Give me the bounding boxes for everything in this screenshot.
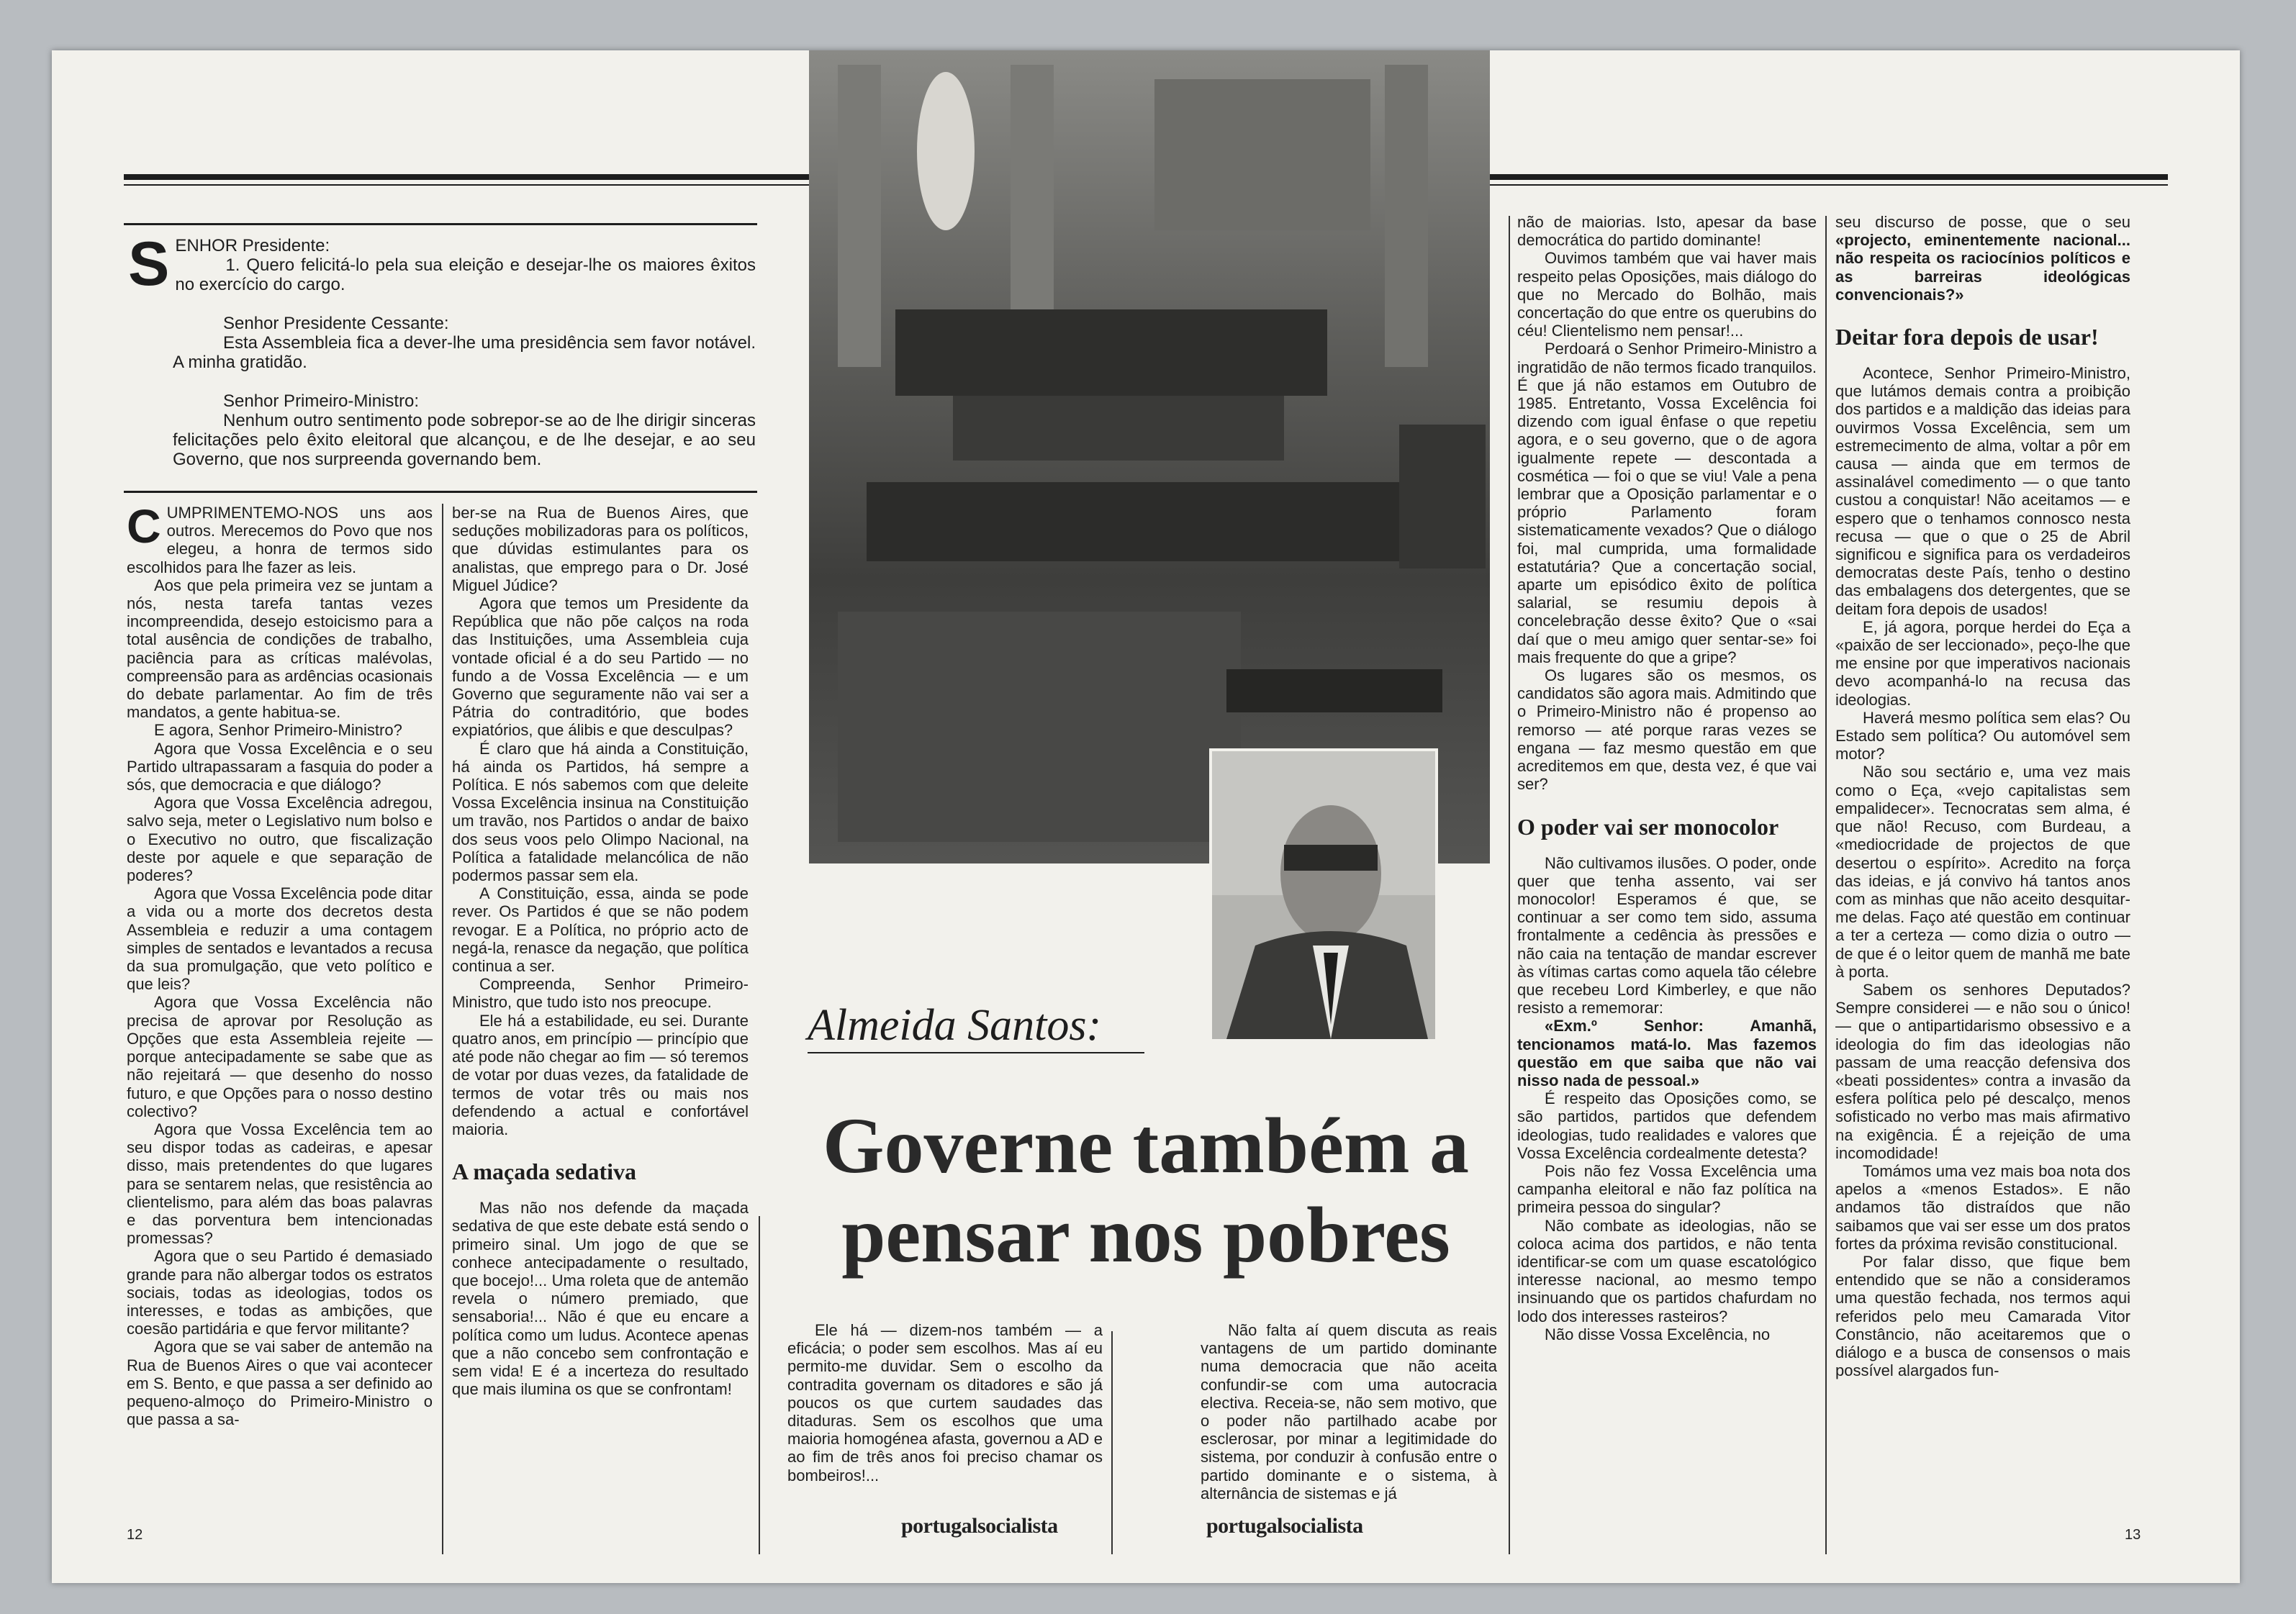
paragraph: Não disse Vossa Excelência, no [1545,1325,1771,1343]
center-column-4 [1201,1321,1497,1502]
column-rule-3 [1111,1331,1113,1554]
right-column-6 [1835,213,2130,1379]
headline-line-1: Governe também a [822,1102,1470,1189]
right-page-number: 13 [2125,1527,2141,1543]
greeting-block [128,230,756,469]
column-rule-5 [1825,216,1827,1554]
top-thin-rule-left [124,184,872,186]
paragraph: Não combate as ideologias, não se coloca acima dos partidos, e não tenta identificar-se com um quase escatológico interesse nacional, ao mesmo tempo insinuando que os partidos chafurdam no lodo dos interesses rasteiros? [1517,1216,1817,1325]
paragraph: Compreenda, Senhor Primeiro-Ministro, que tudo isto nos preocupe. [452,975,749,1012]
paragraph: E agora, Senhor Primeiro-Ministro? [154,721,402,740]
paragraph: Agora que o seu Partido é demasiado grande para não albergar todos os estratos sociais, todas as ideologias, todos os interesses, e todas as ambições, que coesão partidária e que fervor militante? [127,1247,433,1338]
paragraph: UMPRIMENTEMO-NOS uns aos outros. Merecemos do Povo que nos elegeu, a honra de termos sido escolhidos para lhe fazer as leis. [127,504,433,576]
greeting-line: Senhor Primeiro-Ministro: [223,391,420,411]
paragraph: Mas não nos defende da maçada sedativa de que este debate está sendo o primeiro sinal. Um jogo de que se conhece antecipadamente o resultado, que bocejo!... Uma roleta que de antemão revela o número premiado, que sensaboria!... Não é que eu encare a política como um ludus. Acontece apenas que a não concebo sem confrontação e sem vida! E é a incerteza do resultado que mais ilumina os que se confrontam! [452,1199,749,1399]
paragraph: A Constituição, essa, ainda se pode rever. Os Partidos é que se não podem revogar. E a Política, no próprio acto de negá-la, renasce da negação, que política continua a ser. [452,884,749,976]
paragraph: Agora que Vossa Excelência e o seu Partido ultrapassaram a fasquia do poder a sós, que democracia e que diálogo? [127,739,433,794]
greeting-gap [173,294,756,314]
paragraph: Ele há — dizem-nos também — a eficácia; o poder sem escolhos. Mas aí eu permito-me duvidar. Sem o escolho da contradita governam os ditadores e são já poucos os que curtem saudades das ditaduras. Sem os escolhos que uma maioria homogénea afasta, governou a AD e ao fim de três anos foi preciso chamar os bombeiros!... [787,1321,1103,1484]
top-thin-rule-right [1483,184,2168,186]
drop-cap: C [127,499,161,553]
paragraph: E, já agora, porque herdei do Eça a «paixão de ser leccionado», peço-lhe que me ensine por que imperativos nacionais devo acompanhá-lo na recusa das ideologias. [1835,617,2130,709]
left-column-2 [452,504,749,1398]
paragraph: Perdoará o Senhor Primeiro-Ministro a ingratidão de não termos ficado tranquilos. É que já não estamos em Outubro de 1985. Entretanto, Vossa Excelência foi dizendo com igual ênfase o que repetiu agora, e o seu governo, que o de agora igualmente repete — descontada a cosmética — foi o que se viu! Vale a pena lembrar que a Oposição parlamentar e o próprio Parlamento foram sistematicamente vexados? Que o diálogo foi, mal cumprida, uma formalidade estatutária? Que a concertação social, aparte um episódico êxito de política salarial, se resumiu depois à concelebração desse êxito? Que o «sai daí que o meu amigo quer sentar-se» foi mais frequente do que a gripe? [1517,340,1817,666]
paragraph: Ele há a estabilidade, eu sei. Durante quatro anos, em princípio — princípio que até pode não chegar ao fim — só teremos de votar por duas vezes, da fatalidade de termos de votar três ou mais nos defendendo a actual e confortável maioria. [452,1011,749,1138]
paragraph: Acontece, Senhor Primeiro-Ministro, que lutámos demais contra a proibição dos partidos e a maldição das ideias para ouvirmos Vossa Excelência, sem um estremecimento de alma, voltar a pôr em causa — ainda que em termos de assinalável comedimento — o que tanto custou a conquistar! Não aceitamos — e espero que o tenhamos connosco nesta recusa — que o que o 25 de Abril significou e significa para os verdadeiros democratas deste País, tenho o destino das embalagens dos detergentes, que se deitam fora depois de usados! [1835,364,2130,618]
subheading-poder-monocolor: O poder vai ser monocolor [1517,813,1779,840]
paragraph: Agora que Vossa Excelência não precisa de aprovar por Resolução as Opções que esta Assembleia rejeite — porque antecipadamente se sabe que as não rejeitará — que desenho do nosso futuro, e que Opções para o nosso destino colectivo? [127,993,433,1120]
headline-kicker: Almeida Santos: [808,1001,1102,1050]
paragraph: É claro que há ainda a Constituição, há ainda os Partidos, há sempre a Política. E nós sabemos com que deleite Vossa Excelência insinua na Constituição um travão, nos Partidos o andar de baixo dos seus voos pelo Olimpo Nacional, na Política a fatalidade melancólica de não podermos passar sem ela. [452,739,749,885]
kicker-underline [808,1052,1144,1053]
paragraph: É respeito das Oposições como, se são partidos, partidos que defendem ideologias, tudo realidades e valores que Vossa Excelência cordealmente detesta? [1517,1089,1817,1162]
greeting-lines [173,236,756,469]
newspaper-spread [52,50,2240,1583]
top-rule-left [124,174,872,180]
top-rule-right [1483,174,2168,180]
quoted-letter: «Exm.º Senhor: Amanhã, tencionamos matá-lo. Mas fazemos questão em que saiba que não vai nisso nada de pessoal.» [1517,1017,1817,1089]
left-masthead: portugalsocialista [901,1514,1058,1538]
paragraph: Por falar disso, que fique bem entendido que se não a consideramos uma questão fechada, nos termos aqui referidos pelo meu Camarada Vitor Constâncio, não aceitaremos que o diálogo e a busca de consensos o mais possível alargados fun- [1835,1252,2130,1380]
subheading-deitar-fora: Deitar fora depois de usar! [1835,324,2099,350]
greeting-line: ENHOR Presidente: [175,236,330,255]
paragraph: Tomámos uma vez mais boa nota dos apelos a «menos Estados». E não andamos tão distraídos que não saibamos que vai ser esse um dos pratos fortes da próxima revisão constitucional. [1835,1161,2130,1253]
greeting-line: Nenhum outro sentimento pode sobrepor-se ao de lhe dirigir sinceras felicitações pelo êxito eleitoral que alcançou, e de lhe desejar, e ao seu Governo, que nos surpreenda governando bem. [173,411,756,469]
paragraph: Agora que Vossa Excelência tem ao seu dispor todas as cadeiras, e apesar disso, mais pretendentes do que lugares para se sentarem nelas, que resistência ao clientelismo, para além das boas palavras e das porventura bem intencionadas promessas? [127,1120,433,1248]
paragraph: Agora que se vai saber de antemão na Rua de Buenos Aires o que vai acontecer em S. Bento, e que passa a ser definido ao pequeno-almoço do Primeiro-Ministro o que passa a sa- [127,1338,433,1429]
column-rule-1 [442,504,443,1554]
left-column-1 [127,499,433,1429]
intro-paragraph [1835,213,2130,304]
greeting-line: Esta Assembleia fica a dever-lhe uma presidência sem favor notável. A minha gratidão. [173,333,756,372]
almeida-santos-portrait-photo [1209,748,1438,1042]
left-page-number: 12 [127,1527,143,1543]
greeting-line: Senhor Presidente Cessante: [223,314,449,333]
greeting-bottom-rule [124,491,757,493]
paragraph: Não sou sectário e, uma vez mais como o Eça, «vejo capitalistas sem empalidecer». Tecnocratas sem alma, é que não! Recuso, com Burdeau, a «mediocridade de projectos de que desertou o espírito». Acredito na força das ideias, e já convivo há tantos anos com as minhas que não aceito desquitar-me delas. Faço até questão em continuar a ter a certeza — como dizia o outro — de que é o leitor quem de manhã me bate à porta. [1835,763,2130,981]
paragraph: Não falta aí quem discuta as reais vantagens de um partido dominante numa democracia que não aceita confundir-se com uma autocracia electiva. Receia-se, não sem motivo, que o poder não partilhado acabe por esclerosar, por minar a legitimidade do sistema, por conduzir à confusão entre o partido dominante e o sistema, à alternância de sistemas e já [1201,1321,1497,1502]
paragraph: ber-se na Rua de Buenos Aires, que seduções mobilizadoras para os políticos, que dúvidas estimulantes para os analistas, que emprego para o Dr. José Miguel Júdice? [452,504,749,594]
intro-plain: seu discurso de posse, que o seu [1835,213,2130,231]
paragraph: Haverá mesmo política sem elas? Ou Estado sem política? Ou automóvel sem motor? [1835,708,2130,763]
paragraph: não de maiorias. Isto, apesar da base democrática do partido dominante! [1517,213,1817,250]
right-masthead: portugalsocialista [1206,1514,1363,1538]
paragraph: Agora que Vossa Excelência pode ditar a vida ou a morte dos decretos desta Assembleia e reduzir a uma contagem simples de sentados e levantados a recusa da sua promulgação, que veto político e que leis? [127,884,433,994]
parliament-chamber-photo [809,50,1490,863]
intro-bold: «projecto, eminentemente nacional... não respeita os raciocínios políticos e as barreiras ideológicas convencionais?» [1835,231,2130,304]
column-rule-4 [1509,216,1510,1554]
column-rule-2 [759,1216,760,1554]
headline-line-2: pensar nos pobres [841,1191,1450,1279]
greeting-drop-cap: S [128,230,170,299]
paragraph: Aos que pela primeira vez se juntam a nós, nesta tarefa tantas vezes incompreendida, desejo estoicismo para a total ausência de condições de trabalho, paciência para as críticas malévolas, compreensão para as ardências ocasionais do debate parlamentar. Ao fim de três mandatos, a gente habitua-se. [127,576,433,722]
greeting-line: 1. Quero felicitá-lo pela sua eleição e desejar-lhe os maiores êxitos no exercício do cargo. [175,255,756,294]
paragraph: Sabem os senhores Deputados? Sempre considerei — e não sou o único! — que o antipartidarismo obsessivo e a ideologia do fim das ideologias não passam de uma reacção defensiva dos «beati possidentes» contra a invasão da esfera política pelo pé descalço, menos sofisticado no verbo mas mais afirmativo na exigência. É a rejeição de uma incomodidade! [1835,980,2130,1162]
right-column-5 [1517,213,1817,1343]
center-column-3 [787,1321,1103,1484]
greeting-top-rule [124,223,757,225]
paragraph: Não cultivamos ilusões. O poder, onde quer que tenha assento, vai ser monocolor! Esperamos é que, se continuar a ser como tem sido, assuma frontalmente a cedência às pressões e não caia na tentação de mandar escrever às vítimas cartas como aquela tão célebre que recebeu Lord Kimberley, e que não resisto a rememorar: [1517,853,1817,1017]
paragraph: Ouvimos também que vai haver mais respeito pelas Oposições, mais diálogo do que no Mercado do Bolhão, mais concertação do que entre os querubins do céu! Clientelismo nem pensar!... [1517,249,1817,340]
paragraph: Os lugares são os mesmos, os candidatos são agora mais. Admitindo que o Primeiro-Ministro não é propenso ao remorso — até porque raras vezes se engana — faz mesmo questão em que acreditemos em que, desta vez, é que vai ser? [1517,666,1817,794]
paragraph: Agora que Vossa Excelência adregou, salvo seja, meter o Legislativo num bolso e o Executivo no outro, que fiscalização deste por aquele e que separação de poderes? [127,794,433,885]
subheading-macada-sedativa: A maçada sedativa [452,1159,636,1185]
paragraph: Agora que temos um Presidente da República que não põe calços na roda das Instituições, uma Assembleia cuja vontade oficial é a do seu Partido — no fundo a de Vossa Excelência — e um Governo que seguramente não vai ser a Pátria do contraditório, que bodes expiatórios, que álibis e que desculpas? [452,594,749,740]
greeting-gap [173,372,756,391]
paragraph: Pois não fez Vossa Excelência uma campanha eleitoral e não faz política na primeira pessoa do singular? [1517,1161,1817,1217]
